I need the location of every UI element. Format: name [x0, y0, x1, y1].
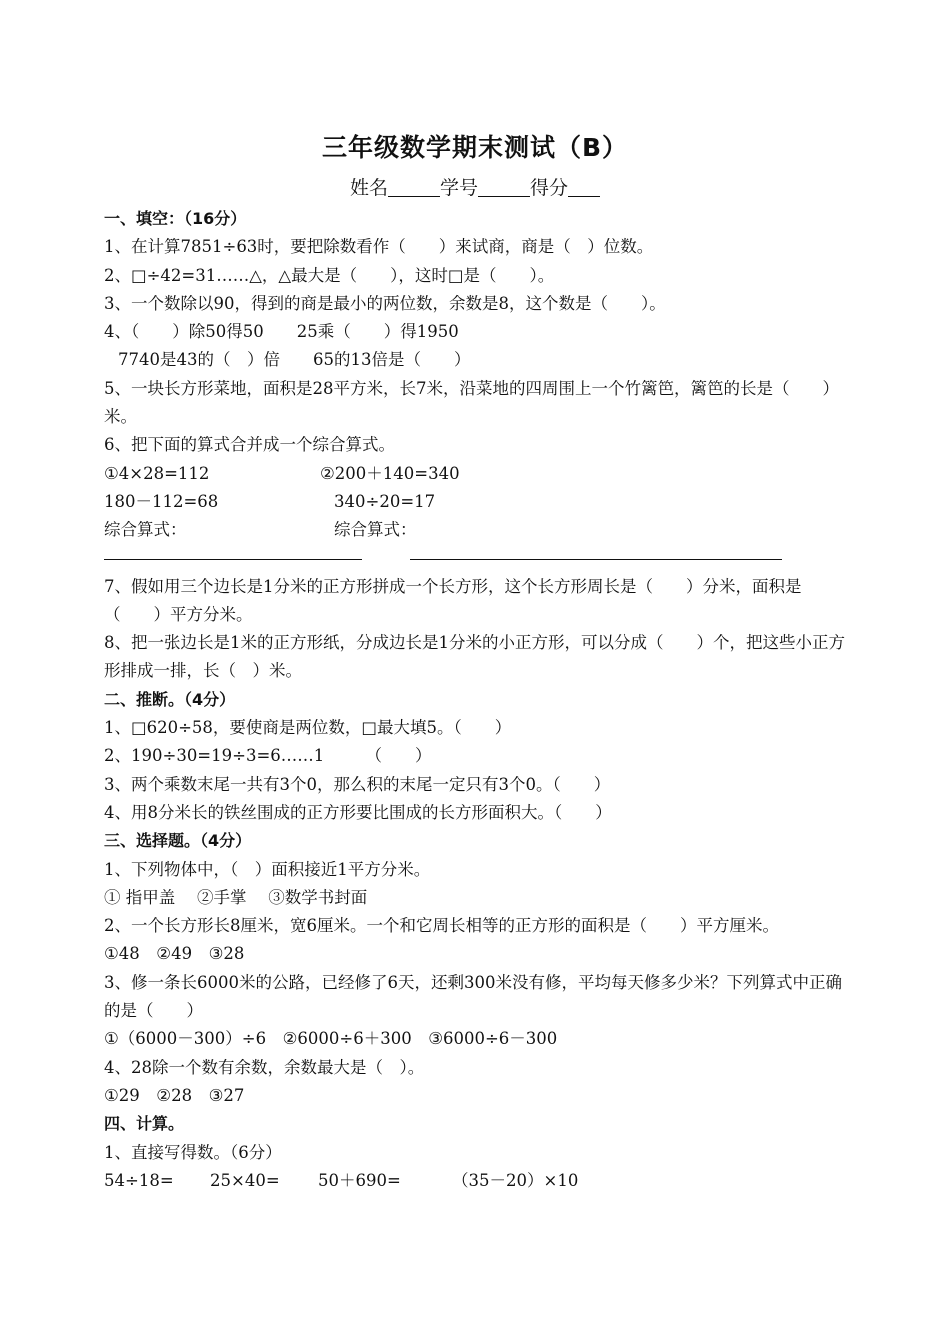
- combined-label-2: 综合算式：: [334, 520, 417, 540]
- id-label: 学号: [439, 177, 478, 199]
- question-1-6-row1: [104, 460, 852, 488]
- page-title: 三年级数学期末测试（B）: [321, 133, 629, 162]
- question-3-3: 3、修一条长6000米的公路，已经修了6天，还剩300米没有修，平均每天修多少米？下列算式中正确的是（ ）: [104, 972, 842, 1021]
- exam-content: [104, 205, 852, 1195]
- section-2-header: 二、推断。（4分）: [104, 689, 236, 709]
- id-blank[interactable]: [478, 178, 530, 197]
- section-4-header: 四、计算。: [104, 1114, 185, 1134]
- question-2-4: 4、用8分米长的铁丝围成的正方形要比围成的长方形面积大。（ ）: [104, 802, 612, 822]
- answer-line-2[interactable]: [410, 559, 782, 560]
- question-3-2: 2、一个长方形长8厘米，宽6厘米。一个和它周长相等的正方形的面积是（ ）平方厘米。: [104, 916, 779, 936]
- name-label: 姓名: [349, 177, 388, 199]
- combined-label-1: 综合算式：: [104, 520, 187, 540]
- formula-a2: ②200＋140=340: [320, 463, 460, 483]
- section-1-header: 一、填空：（16分）: [104, 209, 247, 228]
- calc-item-4: （35－20）×10: [452, 1170, 579, 1190]
- question-3-2-options: ①48 ②49 ③28: [104, 944, 245, 964]
- calc-item-1: 54÷18=: [104, 1170, 174, 1190]
- formula-b1: 180－112=68: [104, 491, 219, 511]
- score-blank[interactable]: [568, 178, 600, 197]
- question-1-6-row3: [104, 516, 852, 544]
- formula-b2: 340÷20=17: [334, 491, 436, 511]
- calc-item-2: 25×40=: [210, 1170, 280, 1190]
- student-info: [0, 173, 950, 200]
- question-1-2: 2、□÷42=31……△，△最大是（ ），这时□是（ ）。: [104, 265, 555, 285]
- formula-a1: ①4×28=112: [104, 463, 210, 483]
- question-2-2: 2、190÷30=19÷3=6……1 （ ）: [104, 746, 432, 766]
- question-2-3: 3、两个乘数末尾一共有3个0，那么积的末尾一定只有3个0。（ ）: [104, 774, 611, 794]
- calc-item-3: 50＋690=: [318, 1170, 401, 1190]
- score-label: 得分: [530, 177, 569, 199]
- question-1-8: 8、把一张边长是1米的正方形纸，分成边长是1分米的小正方形，可以分成（ ）个，把这些小正方形排成一排，长（ ）米。: [104, 633, 845, 681]
- question-3-1: 1、下列物体中，（ ）面积接近1平方分米。: [104, 859, 431, 879]
- section-3-header: 三、选择题。（4分）: [104, 831, 252, 851]
- question-1-6: 6、把下面的算式合并成一个综合算式。: [104, 435, 395, 455]
- question-3-1-options: ① 指甲盖 ②手掌 ③数学书封面: [104, 887, 368, 907]
- question-3-4-options: ①29 ②28 ③27: [104, 1085, 245, 1105]
- question-1-7: 7、假如用三个边长是1分米的正方形拼成一个长方形，这个长方形周长是（ ）分米，面积是（ ）平方分米。: [104, 576, 802, 624]
- question-1-5: 5、一块长方形菜地，面积是28平方米，长7米，沿菜地的四周围上一个竹篱笆，篱笆的长是（ ）米。: [104, 378, 839, 427]
- answer-lines: [104, 545, 852, 573]
- question-1-6-row2: [104, 488, 852, 516]
- question-2-1: 1、□620÷58，要使商是两位数，□最大填5。（ ）: [104, 718, 512, 738]
- question-4-1: 1、直接写得数。（6分）: [104, 1142, 282, 1162]
- question-1-4b: 7740是43的（ ）倍 65的13倍是（ ）: [118, 350, 471, 370]
- question-3-4: 4、28除一个数有余数，余数最大是（ ）。: [104, 1057, 425, 1077]
- calc-row: [104, 1167, 852, 1195]
- answer-line-1[interactable]: [104, 559, 362, 560]
- question-1-3: 3、一个数除以90，得到的商是最小的两位数，余数是8，这个数是（ ）。: [104, 293, 666, 313]
- name-blank[interactable]: [388, 178, 440, 197]
- question-3-3-options: ①（6000－300）÷6 ②6000÷6＋300 ③6000÷6－300: [104, 1029, 558, 1049]
- question-1-1: 1、在计算7851÷63时，要把除数看作（ ）来试商，商是（ ）位数。: [104, 237, 654, 257]
- question-1-4a: 4、（ ）除50得50 25乘（ ）得1950: [104, 322, 459, 342]
